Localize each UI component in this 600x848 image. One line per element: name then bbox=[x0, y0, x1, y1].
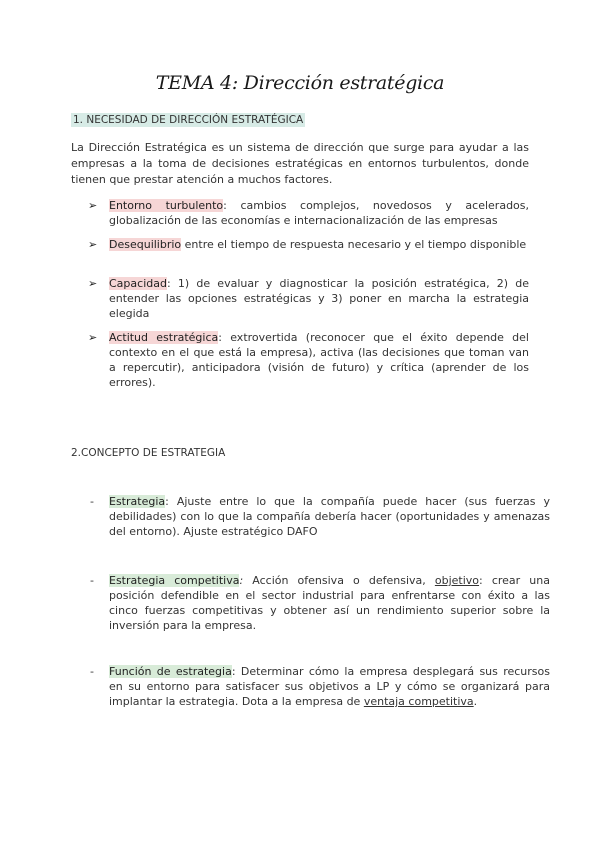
bullet-text: : extrovertida (reconocer que el éxito depende del contexto en el que está la empresa), activa (las decisiones que toman van a repercutir), anticipadora (visión de futuro) y crítica (aprender de los errores). bbox=[109, 331, 529, 389]
item-text-b: . bbox=[473, 695, 478, 708]
page-title: TEMA 4: Dirección estratégica bbox=[155, 72, 445, 94]
item-text-a: : Determinar cómo la empresa desplegará sus recursos en su entorno para satisfacer sus objetivos a LP y cómo se organizará para implantar la estrategia. Dota a la empresa de bbox=[109, 665, 550, 708]
item-text-a: Acción ofensiva o defensiva, bbox=[243, 574, 435, 587]
dash-bullet-icon: - bbox=[90, 574, 94, 587]
list-item bbox=[88, 330, 529, 390]
dash-bullet-icon: - bbox=[90, 495, 94, 508]
term-estrategia-competitiva: Estrategia competitiva bbox=[109, 574, 240, 587]
item-text-b: : crear una posición defendible en el sector industrial para enfrentarse con éxito a las cinco fuerzas competitivas y obtener así un rendimiento superior sobre la inversión para la empresa. bbox=[109, 574, 550, 632]
dash-bullet-icon: - bbox=[90, 665, 94, 678]
term-funcion-estrategia: Función de estrategia bbox=[109, 665, 232, 678]
arrow-bullet-icon: ➢ bbox=[88, 238, 98, 251]
bullet-text: : cambios complejos, novedosos y acelerados, globalización de las economías e internacionalización de las empresas bbox=[109, 199, 530, 227]
term-capacidad: Capacidad bbox=[109, 277, 167, 290]
list-item bbox=[88, 198, 529, 228]
term-punctuation: : bbox=[239, 574, 244, 587]
list-item bbox=[88, 573, 550, 633]
bullet-text: : 1) de evaluar y diagnosticar la posición estratégica, 2) de entender las opciones estratégicas y 3) poner en marcha la estrategia elegida bbox=[109, 277, 529, 320]
bullet-text: entre el tiempo de respuesta necesario y el tiempo disponible bbox=[181, 238, 527, 251]
term-estrategia: Estrategia bbox=[109, 495, 166, 508]
underlined-ventaja: ventaja competitiva bbox=[363, 695, 474, 708]
term-actitud: Actitud estratégica bbox=[109, 331, 219, 344]
underlined-objetivo: objetivo bbox=[434, 574, 480, 587]
arrow-bullet-icon: ➢ bbox=[88, 277, 98, 290]
list-item bbox=[88, 276, 529, 321]
section-heading-necesidad: 1. NECESIDAD DE DIRECCIÓN ESTRATÉGICA bbox=[73, 114, 304, 126]
list-item bbox=[88, 494, 550, 539]
list-item bbox=[88, 664, 550, 709]
term-desequilibrio: Desequilibrio bbox=[109, 238, 182, 251]
intro-paragraph: La Dirección Estratégica es un sistema de dirección que surge para ayudar a las empresas a la toma de decisiones estratégicas en entornos turbulentos, donde tienen que prestar atención a muchos factores. bbox=[71, 141, 529, 186]
item-text: : Ajuste entre lo que la compañía puede hacer (sus fuerzas y debilidades) con lo que la compañía debería hacer (oportunidades y amenazas del entorno). Ajuste estratégico DAFO bbox=[109, 495, 550, 538]
term-entorno: Entorno turbulento bbox=[109, 199, 224, 212]
list-item bbox=[88, 237, 529, 252]
arrow-bullet-icon: ➢ bbox=[88, 331, 98, 344]
section-heading-concepto: 2.CONCEPTO DE ESTRATEGIA bbox=[71, 447, 226, 459]
arrow-bullet-icon: ➢ bbox=[88, 199, 98, 212]
